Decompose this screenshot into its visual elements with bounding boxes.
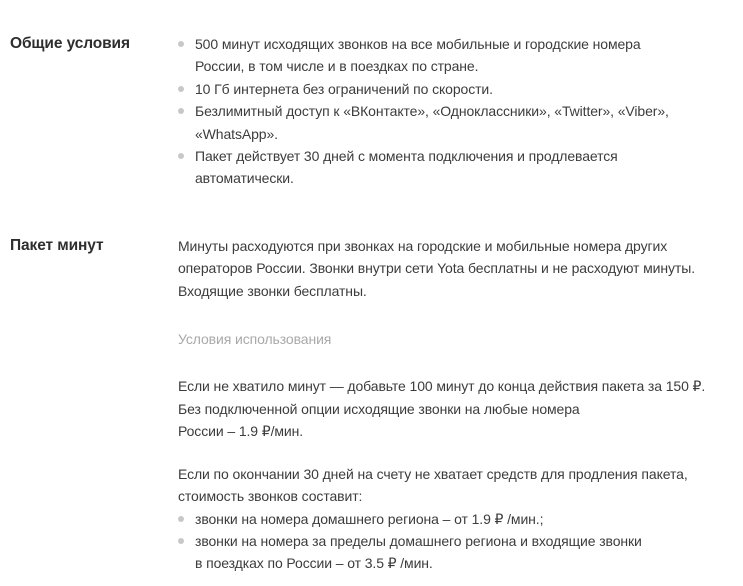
list-item-text — [195, 508, 543, 530]
text-line: операторов России. Звонки внутри сети Yota бесплатны и не расходуют минуты. — [178, 260, 695, 277]
list-item — [178, 33, 743, 78]
paragraph-add-minutes — [178, 375, 743, 442]
bullet-dot-icon — [178, 153, 184, 159]
text-line: стоимость звонков составит: — [178, 488, 363, 505]
bullet-dot-icon — [178, 538, 184, 544]
text-line: 500 минут исходящих звонков на все мобильные и городские номера — [195, 36, 641, 52]
minutes-package-heading: Пакет минут — [10, 236, 104, 254]
paragraph-minutes-usage — [178, 235, 743, 302]
text-line: звонки на номера домашнего региона – от 1.9 ₽ /мин.; — [195, 510, 544, 527]
text-line: в поездках по России – от 3.5 ₽ /мин. — [195, 555, 433, 572]
section-minutes-package — [0, 235, 743, 575]
list-item — [178, 530, 743, 575]
list-item — [178, 145, 743, 190]
usage-conditions-label: Условия использования — [178, 331, 332, 348]
text-line: Безлимитный доступ к «ВКонтакте», «Одноклассники», «Twitter», «Viber», — [195, 103, 669, 120]
text-line: Минуты расходуются при звонках на городские и мобильные номера других — [178, 237, 668, 254]
list-item-text — [195, 530, 642, 575]
text-line: автоматически. — [195, 170, 294, 187]
list-item-text — [195, 100, 669, 145]
text-line: России, в том числе и в поездках по стране. — [195, 58, 479, 75]
list-item-text — [195, 78, 493, 100]
text-line: России – 1.9 ₽/мин. — [178, 423, 304, 440]
text-line: Без подключенной опции исходящие звонки на любые номера — [178, 400, 580, 417]
list-item-text — [195, 33, 641, 78]
bullet-dot-icon — [178, 516, 184, 522]
text-line: звонки на номера за пределы домашнего региона и входящие звонки — [195, 532, 642, 549]
section-content-column — [178, 33, 743, 190]
bullet-dot-icon — [178, 86, 184, 92]
section-general-terms — [0, 33, 743, 190]
section-content-column — [178, 235, 743, 575]
text-line: «WhatsApp». — [195, 125, 278, 142]
text-line: Пакет действует 30 дней с момента подключения и продлевается — [195, 148, 618, 165]
text-line: 10 Гб интернета без ограничений по скорости. — [195, 80, 493, 97]
call-rates-list — [178, 508, 743, 575]
text-line: Входящие звонки бесплатны. — [178, 282, 367, 299]
general-terms-heading: Общие условия — [10, 35, 130, 52]
list-item — [178, 508, 743, 530]
list-item — [178, 100, 743, 145]
bullet-dot-icon — [178, 41, 184, 47]
paragraph-package-renewal — [178, 463, 743, 508]
text-line: Если не хватило минут — добавьте 100 минут до конца действия пакета за 150 ₽. — [178, 378, 706, 395]
section-heading-column — [0, 33, 178, 55]
general-terms-list — [178, 33, 743, 190]
list-item-text — [195, 145, 618, 190]
section-heading-column — [0, 235, 178, 257]
bullet-dot-icon — [178, 108, 184, 114]
list-item — [178, 78, 743, 100]
text-line: Если по окончании 30 дней на счету не хватает средств для продления пакета, — [178, 465, 688, 482]
